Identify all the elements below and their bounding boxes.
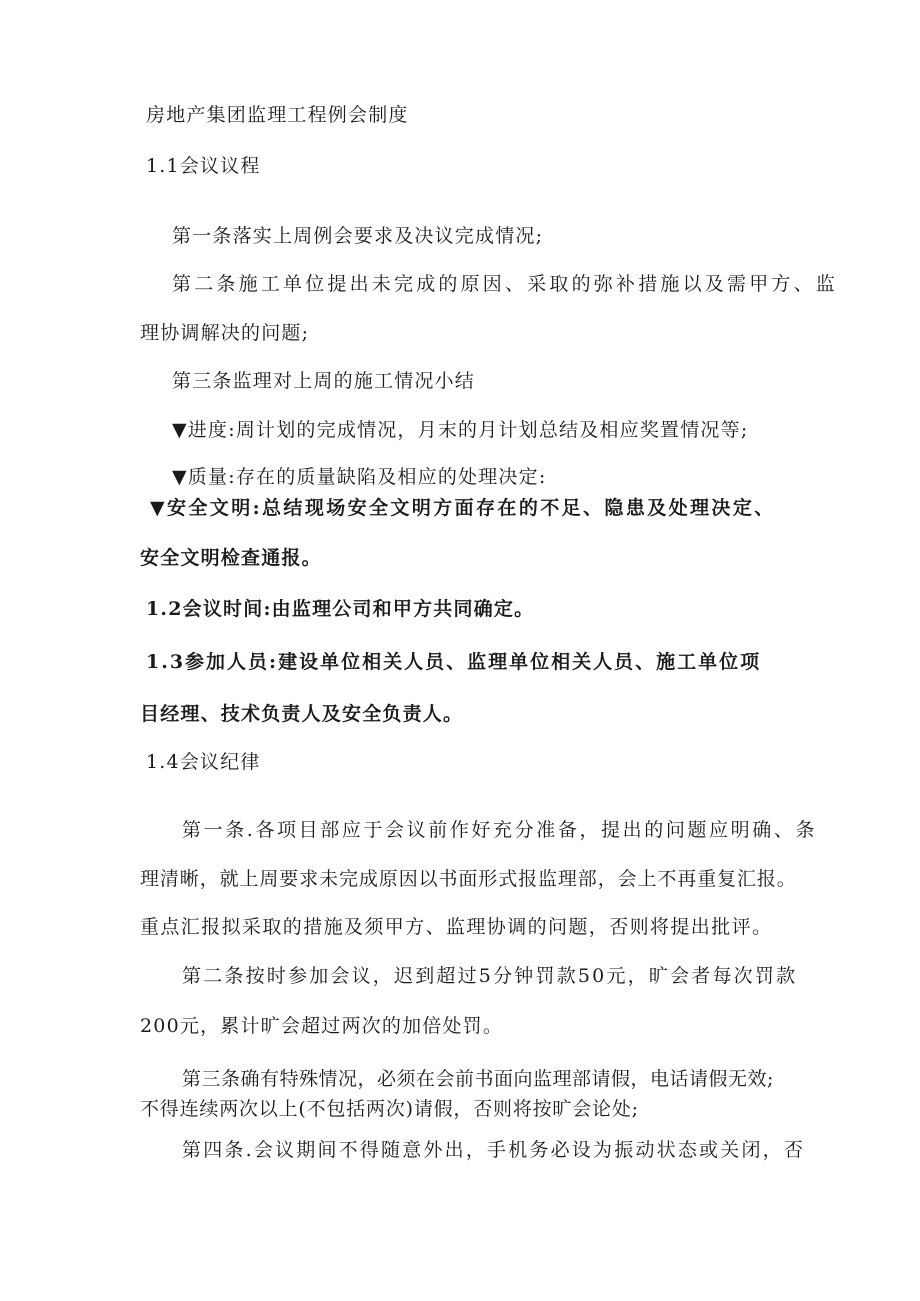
agenda-item-2-line-2: 理协调解决的问题; [140, 322, 310, 344]
section-1-3-line-1: 1.3参加人员:建设单位相关人员、监理单位相关人员、施工单位项 [146, 651, 762, 673]
bullet-safety-line-1: ▼安全文明:总结现场安全文明方面存在的不足、隐患及处理决定、 [150, 497, 776, 519]
section-1-2: 1.2会议时间:由监理公司和甲方共同确定。 [146, 598, 535, 620]
discipline-art-3-line-2: 不得连续两次以上(不包括两次)请假，否则将按旷会论处; [140, 1098, 639, 1120]
section-heading-1-1: 1.1会议议程 [146, 155, 261, 177]
agenda-item-3: 第三条监理对上周的施工情况小结 [172, 370, 476, 392]
discipline-art-2-line-2: 200元，累计旷会超过两次的加倍处罚。 [140, 1015, 504, 1037]
agenda-item-2-line-1: 第二条施工单位提出未完成的原因、采取的弥补措施以及需甲方、监 [172, 273, 839, 295]
bullet-progress: ▼进度:周计划的完成情况，月末的月计划总结及相应奖置情况等; [172, 419, 749, 441]
section-heading-1-4: 1.4会议纪律 [146, 751, 261, 773]
discipline-art-4-line-1: 第四条.会议期间不得随意外出，手机务必设为振动状态或关闭，否 [182, 1139, 806, 1161]
bullet-quality: ▼质量:存在的质量缺陷及相应的处理决定: [172, 466, 547, 488]
agenda-item-1: 第一条落实上周例会要求及决议完成情况; [172, 225, 544, 247]
discipline-art-1-line-1: 第一条.各项目部应于会议前作好充分准备，提出的问题应明确、条 [182, 819, 818, 841]
section-1-3-line-2: 目经理、技术负责人及安全负责人。 [140, 703, 464, 725]
discipline-art-3-line-1: 第三条确有特殊情况，必须在会前书面向监理部请假，电话请假无效; [182, 1068, 774, 1090]
bullet-safety-line-2: 安全文明检查通报。 [140, 547, 322, 569]
discipline-art-1-line-2: 理清晰，就上周要求未完成原因以书面形式报监理部，会上不再重复汇报。 [140, 868, 797, 890]
document-title: 房地产集团监理工程例会制度 [146, 104, 409, 126]
discipline-art-1-line-3: 重点汇报拟采取的措施及须甲方、监理协调的问题，否则将提出批评。 [140, 916, 773, 938]
discipline-art-2-line-1: 第二条按时参加会议，迟到超过5分钟罚款50元，旷会者每次罚款 [182, 965, 798, 987]
